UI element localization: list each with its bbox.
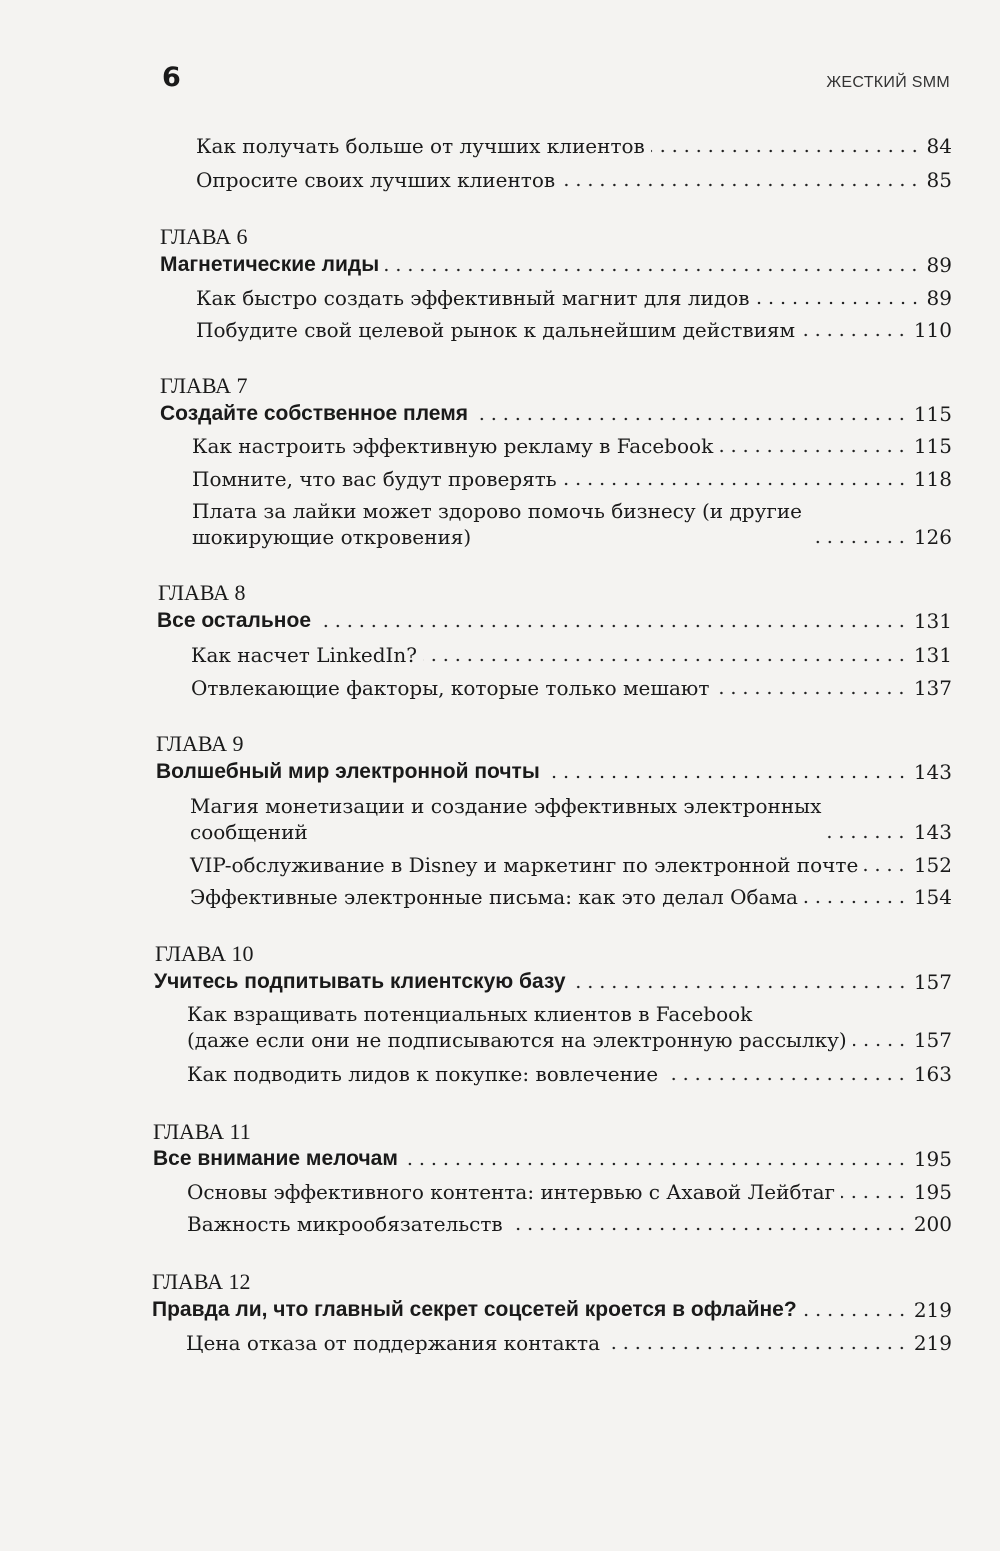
dot-leader xyxy=(606,1346,908,1350)
dot-leader xyxy=(803,1313,908,1317)
toc-page-number: 137 xyxy=(913,676,952,700)
dot-leader xyxy=(801,333,908,337)
toc-page-number: 110 xyxy=(913,318,952,342)
toc-page-number: 85 xyxy=(926,168,952,192)
dot-leader xyxy=(804,900,908,904)
chapter-title-entry[interactable] xyxy=(154,969,952,995)
chapter-title: Магнетические лиды xyxy=(160,253,380,276)
dot-leader xyxy=(756,301,921,305)
toc-page-number: 195 xyxy=(913,1180,952,1204)
chapter-title: Все внимание мелочам xyxy=(153,1147,398,1170)
toc-entry[interactable] xyxy=(191,675,952,701)
toc-entry-text xyxy=(192,498,802,550)
chapter-label: ГЛАВА 7 xyxy=(160,373,248,398)
toc-page-number: 131 xyxy=(913,643,952,667)
toc-entry-text: Как насчет LinkedIn? xyxy=(191,643,418,667)
dot-leader xyxy=(546,775,908,779)
toc-entry-line: Плата за лайки может здорово помочь бизнесу (и другие xyxy=(192,499,802,523)
toc-page-number: 195 xyxy=(913,1147,952,1171)
toc-entry-multiline[interactable] xyxy=(190,793,952,845)
toc-page-number: 200 xyxy=(913,1212,952,1236)
toc-page-number: 89 xyxy=(926,286,952,310)
chapter-label: ГЛАВА 9 xyxy=(156,731,244,756)
toc-page-number: 143 xyxy=(913,820,952,844)
toc-page-number: 126 xyxy=(913,525,952,549)
dot-leader xyxy=(864,868,908,872)
chapter-title-entry[interactable] xyxy=(156,759,952,785)
toc-entry-text: Важность микрообязательств xyxy=(187,1212,503,1236)
toc-page-number: 115 xyxy=(913,402,952,426)
toc-page-number: 154 xyxy=(913,885,952,909)
dot-leader xyxy=(853,1043,908,1047)
toc-entry-text: Цена отказа от поддержания контакта xyxy=(186,1331,601,1355)
toc-page-number: 152 xyxy=(913,853,952,877)
toc-page-number: 84 xyxy=(926,134,952,158)
running-head: ЖЕСТКИЙ SMM xyxy=(826,74,950,91)
dot-leader xyxy=(474,417,908,421)
toc-entry[interactable] xyxy=(190,884,952,910)
chapter-title: Волшебный мир электронной почты xyxy=(156,760,540,783)
toc-entry-text: Опросите своих лучших клиентов xyxy=(196,168,556,192)
chapter-title: Правда ли, что главный секрет соцсетей кроется в офлайне? xyxy=(152,1298,797,1321)
chapter-title-entry[interactable] xyxy=(152,1297,952,1323)
toc-entry-text: Основы эффективного контента: интервью с Ахавой Лейбтаг xyxy=(187,1180,835,1204)
toc-entry[interactable] xyxy=(187,1061,952,1087)
toc-entry-multiline[interactable] xyxy=(192,498,952,550)
toc-entry-text xyxy=(187,1001,847,1053)
toc-entry-text: Как настроить эффективную рекламу в Facebook xyxy=(192,434,714,458)
dot-leader xyxy=(827,835,907,839)
dot-leader xyxy=(572,985,908,989)
chapter-title-entry[interactable] xyxy=(160,401,952,427)
toc-entry-line: Магия монетизации и создание эффективных электронных xyxy=(190,794,822,818)
toc-entry-line: (даже если они не подписываются на электронную рассылку) xyxy=(187,1028,847,1052)
toc-entry-multiline[interactable] xyxy=(187,1001,952,1053)
toc-entry-text: Эффективные электронные письма: как это делал Обама xyxy=(190,885,798,909)
toc-page-number: 157 xyxy=(913,1028,952,1052)
toc-entry-text: Отвлекающие факторы, которые только мешают xyxy=(191,676,710,700)
dot-leader xyxy=(808,540,908,544)
toc-page-number: 118 xyxy=(913,467,952,491)
toc-entry-text: Как получать больше от лучших клиентов xyxy=(196,134,645,158)
page-number: 6 xyxy=(162,62,181,93)
toc-entry-text: Помните, что вас будут проверять xyxy=(192,467,557,491)
chapter-title: Все остальное xyxy=(157,609,311,632)
chapter-label: ГЛАВА 12 xyxy=(152,1269,251,1294)
toc-entry[interactable] xyxy=(196,285,952,311)
dot-leader xyxy=(509,1227,908,1231)
dot-leader xyxy=(317,624,908,628)
toc-entry[interactable] xyxy=(191,642,952,668)
chapter-title-entry[interactable] xyxy=(153,1146,952,1172)
toc-entry-text: VIP-обслуживание в Disney и маркетинг по электронной почте xyxy=(190,853,859,877)
toc-entry-line: сообщений xyxy=(190,820,308,844)
dot-leader xyxy=(841,1195,908,1199)
toc-entry[interactable] xyxy=(192,433,952,459)
toc-page-number: 89 xyxy=(926,253,952,277)
dot-leader xyxy=(423,658,908,662)
toc-page-number: 115 xyxy=(913,434,952,458)
dot-leader xyxy=(561,183,920,187)
dot-leader xyxy=(404,1162,908,1166)
toc-page-number: 131 xyxy=(913,609,952,633)
toc-entry[interactable] xyxy=(196,167,952,193)
toc-entry[interactable] xyxy=(187,1179,952,1205)
toc-entry-text xyxy=(190,793,821,845)
chapter-label: ГЛАВА 10 xyxy=(155,941,254,966)
dot-leader xyxy=(719,449,908,453)
chapter-label: ГЛАВА 11 xyxy=(153,1119,251,1144)
chapter-label: ГЛАВА 8 xyxy=(158,580,246,605)
chapter-title: Учитесь подпитывать клиентскую базу xyxy=(154,970,566,993)
chapter-title-entry[interactable] xyxy=(160,252,952,278)
toc-page-number: 163 xyxy=(913,1062,952,1086)
toc-entry[interactable] xyxy=(196,317,952,343)
toc-entry[interactable] xyxy=(192,466,952,492)
dot-leader xyxy=(664,1077,908,1081)
toc-entry[interactable] xyxy=(186,1330,952,1356)
toc-entry[interactable] xyxy=(187,1211,952,1237)
dot-leader xyxy=(385,268,920,272)
chapter-title: Создайте собственное племя xyxy=(160,402,468,425)
toc-entry-text: Как подводить лидов к покупке: вовлечение xyxy=(187,1062,659,1086)
toc-entry[interactable] xyxy=(196,133,952,159)
toc-entry-line: Как взращивать потенциальных клиентов в Facebook xyxy=(187,1002,753,1026)
dot-leader xyxy=(715,691,907,695)
dot-leader xyxy=(651,149,921,153)
toc-entry-text: Побудите свой целевой рынок к дальнейшим действиям xyxy=(196,318,796,342)
toc-entry-text: Как быстро создать эффективный магнит для лидов xyxy=(196,286,750,310)
chapter-title-entry[interactable] xyxy=(157,608,952,634)
toc-page-number: 157 xyxy=(913,970,952,994)
toc-entry-line: шокирующие откровения) xyxy=(192,525,472,549)
toc-entry[interactable] xyxy=(190,852,952,878)
toc-page-number: 143 xyxy=(913,760,952,784)
chapter-label: ГЛАВА 6 xyxy=(160,224,248,249)
toc-page-number: 219 xyxy=(913,1331,952,1355)
dot-leader xyxy=(563,482,908,486)
toc-page-number: 219 xyxy=(913,1298,952,1322)
